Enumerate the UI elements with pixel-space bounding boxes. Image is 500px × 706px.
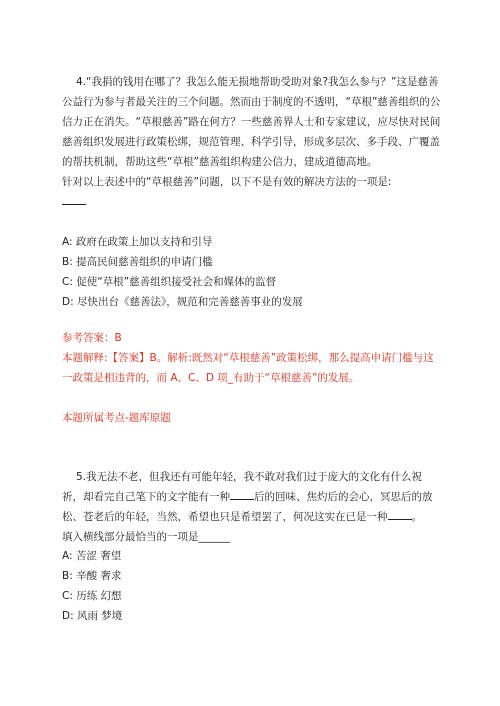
question-5-stem (62, 467, 442, 527)
option-a: A: 政府在政策上加以支持和引导 (62, 236, 213, 248)
answer-analysis: 本题解释:【答案】B。解析:既然对“草根慈善”政策松绑，那么提高申请门槛与这一政策是相违背的，而 A、C、D 项_有助于“草根慈善”的发展。 (62, 352, 434, 384)
question-4-stem: 4.“我捐的钱用在哪了？我怎么能无损地帮助受助对象?我怎么参与？”这是慈善公益行为参与者最关注的三个问题。然而由于制度的不透明，“草根”慈善组织的公信力正在消失。“草根慈善”路在何方？一些慈善界人士和专家建议，应尽快对民间慈善组织发展进行政策松绑，规范管理、科学引导，形成多层次、多手段、广覆盖的帮扶机制，帮助这些“草根”慈善组织构建公信力，建成道德高地。 (62, 76, 441, 168)
question-4-prompt: 针对以上表述中的“草根慈善”问题，以下不是有效的解决方法的一项是: (62, 176, 392, 188)
answer-blank (62, 192, 442, 212)
reference-answer: 参考答案：B (62, 332, 122, 344)
question-4-source (62, 408, 442, 428)
option-d: D: 尽快出台《慈善法》，规范和完善慈善事业的发展 (62, 296, 303, 308)
option-b: B: 提高民间慈善组织的申请门槛 (62, 256, 213, 268)
question-4-options (62, 232, 442, 312)
option-c: C: 历练 幻想 (62, 590, 122, 602)
blank-1 (230, 487, 254, 500)
option-a: A: 苦涩 奢望 (62, 550, 122, 562)
source-note: 本题所属考点-题库原题 (62, 412, 171, 424)
stem-part-1: 5.我无法不老，但我还有可能年轻，我不敢对我们过于庞大的文化有什么祝祈，却看完自己笔下的文字能有一种 (62, 471, 423, 503)
question-5 (62, 467, 442, 547)
option-b: B: 辛酸 奢求 (62, 570, 122, 582)
blank-2 (388, 507, 412, 520)
option-c: C: 促使“草根”慈善组织接受社会和媒体的监督 (62, 276, 277, 288)
stem-part-3: 。 (411, 511, 422, 523)
blank-underline (62, 192, 86, 205)
question-4-answer-section (62, 328, 442, 388)
question-5-options (62, 546, 442, 626)
question-4 (62, 72, 442, 212)
question-5-prompt: 填入横线部分最恰当的一项是______ (62, 531, 230, 543)
option-d: D: 风雨 梦境 (62, 610, 123, 622)
stem-part-2: 后的回味、焦灼后的会心，冥思后的放松、苍老后的年轻，当然，希望也只是希望罢了，何况这实在已是一种 (62, 491, 433, 523)
